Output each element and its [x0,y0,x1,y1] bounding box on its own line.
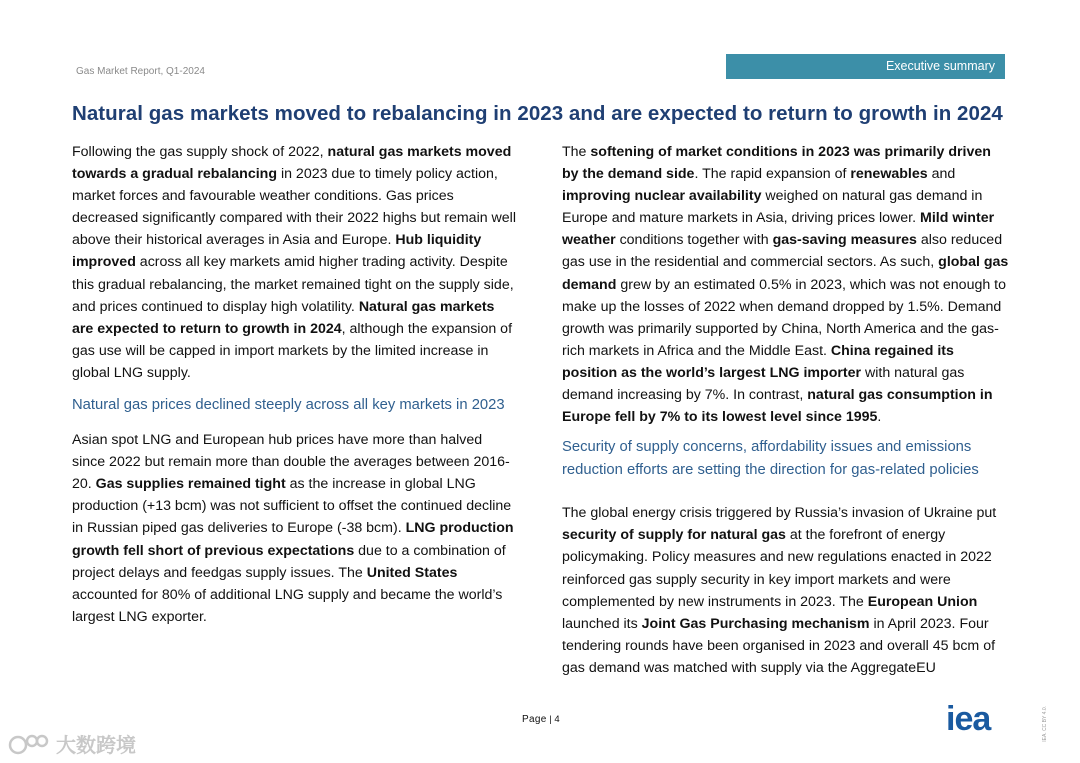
text-run: at the forefront of energy policymaking. Policy measures and new regulations enacted in 2022 reinforced gas supply security in key import markets and were complemented by new instruments in 2023. The [562,527,992,610]
text-run: conditions together with [615,232,773,249]
left-column [72,141,518,628]
text-run: The [562,144,591,160]
text-run: , although the expansion of gas use will be capped in import markets by the limited increase in global LNG supply. [72,320,513,381]
subheading: Security of supply concerns, affordability issues and emissions reduction efforts are setting the direction for gas-related policies [562,439,979,479]
page-title: Natural gas markets moved to rebalancing in 2023 and are expected to return to growth in 2024 [72,102,1003,125]
bold-text: improving nuclear availability [562,188,762,205]
bold-text: security of supply for natural gas [562,527,786,544]
text-run: and [927,166,956,183]
page-number [522,714,560,725]
bold-text: softening of market conditions in 2023 was primarily driven by the demand side [562,144,991,183]
text-run: Asian spot LNG and European hub prices have more than halved since 2022 but remain more than double the averages between 2016-20. [72,432,510,493]
text-run: The global energy crisis triggered by Russia’s invasion of Ukraine put [562,505,997,522]
text-run: weighed on natural gas demand in Europe and mature markets in Asia, driving prices lower. [562,188,983,227]
page-label: Page [522,714,547,725]
text-run: launched its [562,615,642,632]
subheading: Natural gas prices declined steeply across all key markets in 2023 [72,397,505,414]
bold-text: natural gas markets moved towards a gradual rebalancing [72,144,512,183]
bold-text: natural gas consumption in Europe fell by 7% to its lowest level since 1995 [562,387,993,426]
bold-text: European Union [867,593,978,610]
bold-text: renewables [850,166,928,183]
paragraph [562,141,1010,428]
watermark [8,729,136,758]
paragraph [72,141,518,384]
watermark-text: 大数跨境 [56,735,136,757]
page-separator: | [546,714,555,725]
paragraph [562,502,1010,679]
iea-logo-icon [946,704,1008,734]
paragraph [72,429,518,628]
logo-text: iea [946,704,991,734]
bold-text: Gas supplies remained tight [95,476,286,493]
section-tab: Executive summary [726,54,1005,79]
bold-text: Hub liquidity improved [72,232,482,271]
bold-text: Natural gas markets are expected to return to growth in 2024 [72,298,495,337]
bold-text: Joint Gas Purchasing mechanism [641,615,870,632]
text-run: in 2023 due to timely policy action, market forces and favourable weather conditions. Gas prices decreased significantly compared with their 2022 highs but remain well above their historical averages in Asia and Europe. [72,166,516,249]
bold-text: United States [366,564,458,581]
bold-text: LNG production growth fell short of previous expectations [72,520,514,559]
text-run: across all key markets amid higher trading activity. Despite this gradual rebalancing, the market remained tight on the supply side, and prices continued to display high volatility. [72,254,514,315]
text-run: accounted for 80% of additional LNG supply and became the world’s largest LNG exporter. [72,586,503,625]
bold-text: gas-saving measures [772,232,917,249]
watermark-logo-icon [8,733,52,755]
text-run: . [877,409,882,426]
text-run: grew by an estimated 0.5% in 2023, which was not enough to make up the losses of 2022 when demand dropped by 1.5%. Demand growth was primarily supported by China, North America and the gas-rich markets in Africa and the Middle East. [562,276,1007,359]
bold-text: China regained its position as the world’s largest LNG importer [562,342,954,381]
text-run: with natural gas demand increasing by 7%. In contrast, [562,364,965,404]
right-column [562,141,1010,679]
text-run: Following the gas supply shock of 2022, [72,144,328,160]
bold-text: global gas demand [562,254,1009,293]
bold-text: Mild winter weather [562,210,995,249]
report-name: Gas Market Report, Q1-2024 [76,66,205,77]
text-run: also reduced gas use in the residential and commercial sectors. As such, [562,232,1003,271]
copyright: IEA. CC BY 4.0. [1042,706,1048,742]
text-run: in April 2023. Four tendering rounds have been organised in 2023 and overall 45 bcm of gas demand was matched with supply via the AggregateEU [562,615,996,676]
text-run: as the increase in global LNG production (+13 bcm) was not sufficient to offset the continued decline in Russian piped gas deliveries to Europe (-38 bcm). [72,476,512,537]
text-run: due to a combination of project delays and feedgas supply issues. The [72,542,506,581]
page-number-value: 4 [554,714,560,725]
text-run: . The rapid expansion of [694,166,851,183]
